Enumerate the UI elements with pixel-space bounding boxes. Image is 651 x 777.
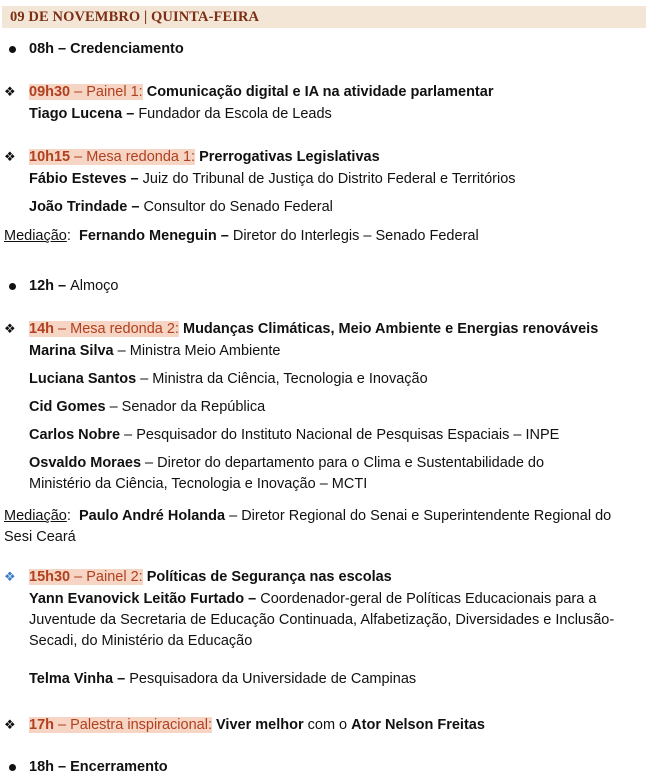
- bullet-diamond-icon: ❖: [4, 321, 16, 336]
- date-header: [2, 6, 646, 28]
- speaker-role-continuation: Ministério da Ciência, Tecnologia e Inovação – MCTI: [29, 476, 368, 492]
- bullet-diamond-icon: ❖: [4, 717, 16, 732]
- speaker-row: Osvaldo Moraes – Diretor do departamento para o Clima e Sustentabilidade do: [29, 455, 545, 471]
- item-palestra: 17h – Palestra inspiracional: Viver melhor com o Ator Nelson Freitas: [29, 717, 485, 733]
- item-encerramento: 18h – Encerramento: [29, 759, 168, 775]
- item-mesa1: 10h15 – Mesa redonda 1: Prerrogativas Legislativas: [29, 149, 380, 165]
- speaker-row: Fábio Esteves – Juiz do Tribunal de Justiça do Distrito Federal e Territórios: [29, 171, 516, 187]
- mediation-row: Mediação: Paulo André Holanda – Diretor Regional do Senai e Superintendente Regional do: [4, 508, 612, 524]
- bullet-round-icon: [9, 46, 16, 53]
- bullet-round-icon: [9, 764, 16, 771]
- speaker-row: Luciana Santos – Ministra da Ciência, Tecnologia e Inovação: [29, 371, 428, 387]
- speaker-row: Tiago Lucena – Fundador da Escola de Leads: [29, 106, 332, 122]
- date-header-title: 09 DE NOVEMBRO | QUINTA-FEIRA: [10, 9, 260, 25]
- speaker-row: Cid Gomes – Senador da República: [29, 399, 266, 415]
- speaker-row: Marina Silva – Ministra Meio Ambiente: [29, 343, 281, 359]
- mediation-role-continuation: Sesi Ceará: [4, 529, 76, 545]
- item-credenciamento: 08h – Credenciamento: [29, 41, 184, 57]
- bullet-diamond-icon: ❖: [4, 569, 16, 584]
- item-mesa2: 14h – Mesa redonda 2: Mudanças Climáticas, Meio Ambiente e Energias renováveis: [29, 321, 599, 337]
- item-almoco: 12h – Almoço: [29, 278, 119, 294]
- speaker-row: Carlos Nobre – Pesquisador do Instituto Nacional de Pesquisas Espaciais – INPE: [29, 427, 560, 443]
- bullet-diamond-icon: ❖: [4, 149, 16, 164]
- bullet-round-icon: [9, 283, 16, 290]
- item-painel1: 09h30 – Painel 1: Comunicação digital e IA na atividade parlamentar: [29, 84, 494, 100]
- speaker-role-continuation: Juventude da Secretaria de Educação Continuada, Alfabetização, Diversidades e Inclusão-: [29, 612, 615, 628]
- speaker-role-continuation: Secadi, do Ministério da Educação: [29, 633, 253, 649]
- item-painel2: 15h30 – Painel 2: Políticas de Segurança nas escolas: [29, 569, 392, 585]
- speaker-row: João Trindade – Consultor do Senado Federal: [29, 199, 333, 215]
- bullet-diamond-icon: ❖: [4, 84, 16, 99]
- speaker-row: Telma Vinha – Pesquisadora da Universidade de Campinas: [29, 671, 417, 687]
- mediation-row: Mediação: Fernando Meneguin – Diretor do Interlegis – Senado Federal: [4, 228, 479, 244]
- speaker-row: Yann Evanovick Leitão Furtado – Coordenador-geral de Políticas Educacionais para a: [29, 591, 597, 607]
